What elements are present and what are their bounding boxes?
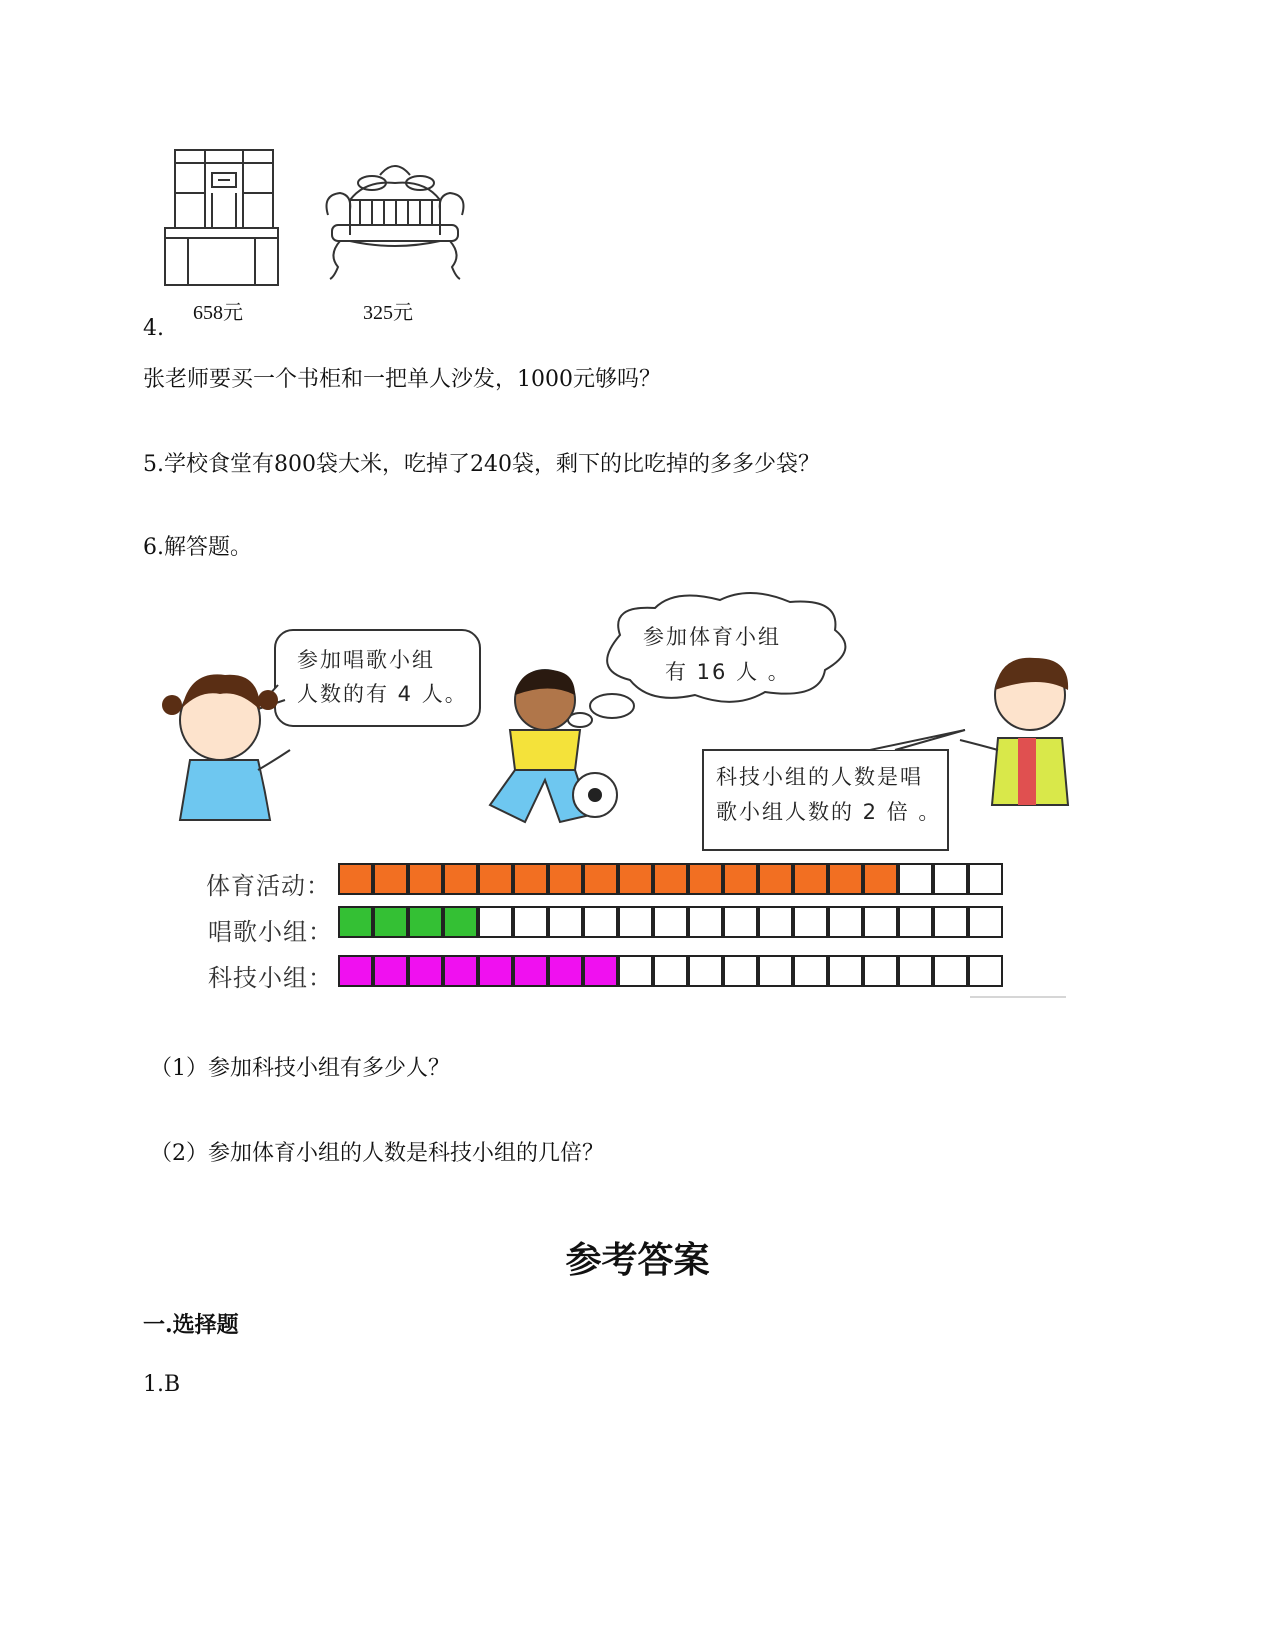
answers-heading: 参考答案 bbox=[565, 1239, 710, 1281]
question-6-title: 6.解答题。 bbox=[143, 535, 252, 560]
bar-cell-filled bbox=[443, 955, 478, 987]
bar-cell-empty bbox=[723, 906, 758, 938]
question-5-text: 5.学校食堂有800袋大米，吃掉了240袋，剩下的比吃掉的多多少袋？ bbox=[143, 452, 820, 477]
bar-cell-empty bbox=[863, 955, 898, 987]
bar-cell-empty bbox=[863, 906, 898, 938]
bar-cell-empty bbox=[723, 955, 758, 987]
bar-cell-filled bbox=[653, 863, 688, 895]
bar-cell-filled bbox=[513, 863, 548, 895]
right-bubble-line-1: 科技小组的人数是唱 bbox=[716, 765, 923, 789]
question-6-sub-2: （2）参加体育小组的人数是科技小组的几倍？ bbox=[150, 1141, 604, 1166]
bar-cell-filled bbox=[793, 863, 828, 895]
bar-cell-filled bbox=[618, 863, 653, 895]
bar-cell-empty bbox=[513, 906, 548, 938]
bar-cell-filled bbox=[408, 955, 443, 987]
bar-cell-empty bbox=[758, 906, 793, 938]
bar-cell-filled bbox=[863, 863, 898, 895]
bar-cell-empty bbox=[688, 906, 723, 938]
bar-cell-filled bbox=[688, 863, 723, 895]
bar-cell-filled bbox=[513, 955, 548, 987]
sofa-illustration bbox=[320, 155, 470, 285]
girl-figure bbox=[162, 674, 290, 820]
bar-cell-filled bbox=[548, 863, 583, 895]
question-4-text: 张老师要买一个书柜和一把单人沙发，1000元够吗？ bbox=[143, 367, 661, 392]
bar-cell-filled bbox=[583, 863, 618, 895]
bar-cell-empty bbox=[968, 906, 1003, 938]
bar-cell-empty bbox=[688, 955, 723, 987]
question-4-number: 4. bbox=[143, 316, 164, 341]
bar-cell-empty bbox=[793, 955, 828, 987]
bar-cell-filled bbox=[443, 863, 478, 895]
bar-cell-filled bbox=[338, 906, 373, 938]
bar-cell-empty bbox=[933, 863, 968, 895]
question-6-sub-1: （1）参加科技小组有多少人？ bbox=[150, 1056, 450, 1081]
girl-bubble-line-2: 人数的有 4 人。 bbox=[297, 682, 468, 706]
bar-cell-empty bbox=[933, 955, 968, 987]
bar-cell-empty bbox=[968, 863, 1003, 895]
bar-cell-empty bbox=[898, 906, 933, 938]
right-bubble-line-2: 歌小组人数的 2 倍 。 bbox=[716, 800, 942, 824]
bar-cell-filled bbox=[373, 863, 408, 895]
bar-cell-filled bbox=[443, 906, 478, 938]
bar-cell-empty bbox=[828, 955, 863, 987]
bar-cell-empty bbox=[548, 906, 583, 938]
bar-cell-filled bbox=[338, 955, 373, 987]
bar-cell-empty bbox=[653, 906, 688, 938]
bar-cell-filled bbox=[758, 863, 793, 895]
bar-cell-filled bbox=[408, 906, 443, 938]
bar-cell-empty bbox=[618, 906, 653, 938]
right-boy-figure bbox=[960, 658, 1068, 805]
answer-1: 1.B bbox=[143, 1372, 181, 1397]
bar-cell-filled bbox=[478, 863, 513, 895]
divider-line bbox=[970, 996, 1066, 998]
bar-label-sports: 体育活动： bbox=[206, 872, 331, 900]
bar-cell-empty bbox=[898, 863, 933, 895]
bar-cell-empty bbox=[968, 955, 1003, 987]
bookcase-price: 658元 bbox=[193, 302, 243, 324]
bar-cell-filled bbox=[723, 863, 758, 895]
bar-cell-empty bbox=[898, 955, 933, 987]
bar-cell-filled bbox=[373, 955, 408, 987]
bar-cell-filled bbox=[583, 955, 618, 987]
bar-cell-empty bbox=[933, 906, 968, 938]
bar-cell-filled bbox=[548, 955, 583, 987]
thought-bubble-line-2: 有 16 人 。 bbox=[665, 660, 791, 684]
sofa-price: 325元 bbox=[363, 302, 413, 324]
bar-cell-filled bbox=[828, 863, 863, 895]
bar-cell-empty bbox=[618, 955, 653, 987]
bar-cell-empty bbox=[478, 906, 513, 938]
bar-cell-empty bbox=[583, 906, 618, 938]
bar-cell-filled bbox=[478, 955, 513, 987]
bar-cell-empty bbox=[793, 906, 828, 938]
bar-label-singing: 唱歌小组： bbox=[208, 918, 333, 946]
bar-cell-empty bbox=[828, 906, 863, 938]
bar-cell-filled bbox=[408, 863, 443, 895]
bar-cell-filled bbox=[338, 863, 373, 895]
bookcase-illustration bbox=[160, 145, 285, 290]
answers-section-1: 一.选择题 bbox=[143, 1312, 239, 1338]
bar-cell-filled bbox=[373, 906, 408, 938]
thought-bubble-line-1: 参加体育小组 bbox=[643, 625, 781, 649]
bar-cell-empty bbox=[758, 955, 793, 987]
bar-label-tech: 科技小组： bbox=[208, 964, 333, 992]
girl-bubble-line-1: 参加唱歌小组 bbox=[297, 648, 435, 672]
soccer-boy-figure bbox=[490, 670, 617, 822]
bar-cell-empty bbox=[653, 955, 688, 987]
